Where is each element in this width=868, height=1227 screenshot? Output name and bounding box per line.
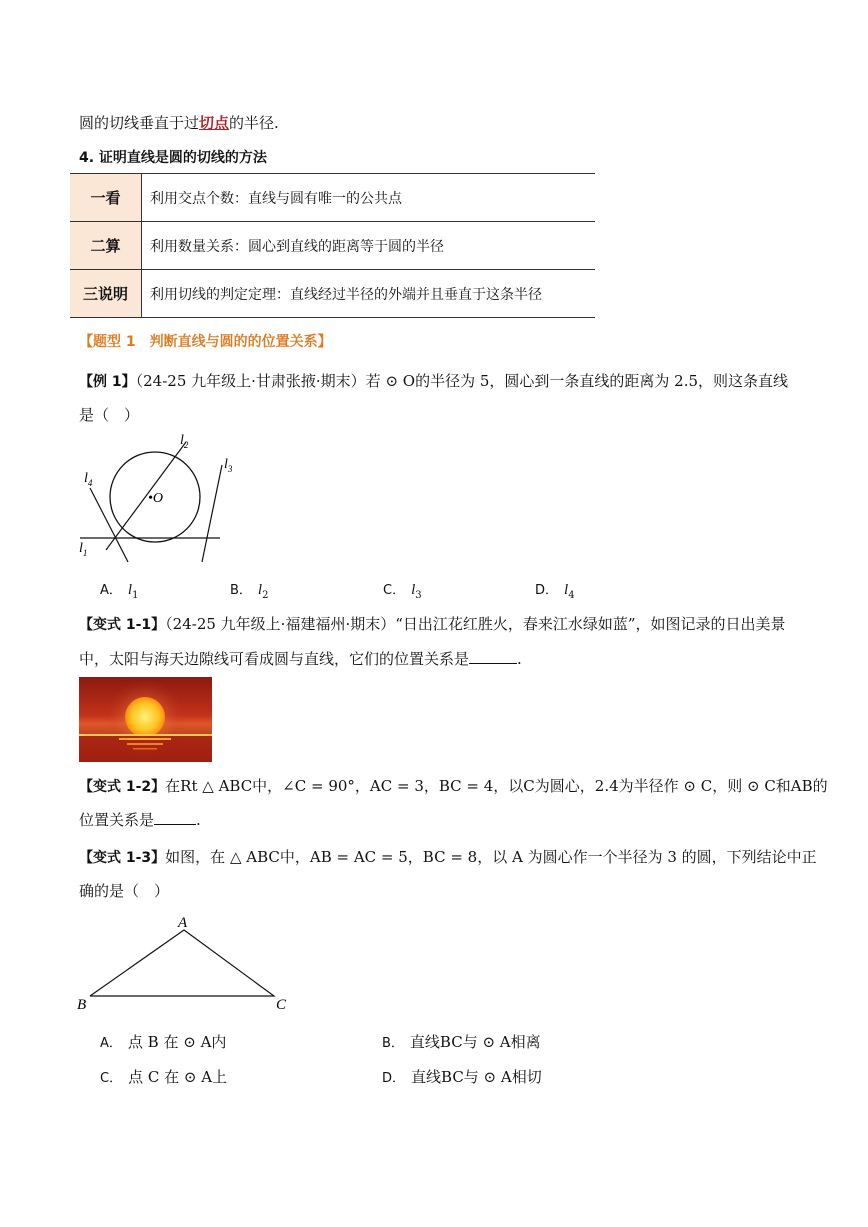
variant-1-1-line-1 bbox=[79, 613, 786, 634]
example-1-line-1 bbox=[79, 370, 788, 391]
example-1-option-a[interactable] bbox=[100, 579, 138, 601]
variant-1-3-line-2: 确的是（ ） bbox=[79, 882, 170, 900]
tangent-point-link[interactable]: 切点 bbox=[199, 114, 230, 132]
answer-blank[interactable] bbox=[469, 649, 517, 664]
option-label: B． bbox=[382, 1036, 404, 1051]
table-row-text: 利用交点个数：直线与圆有唯一的公共点 bbox=[150, 190, 402, 207]
triangle-abc bbox=[90, 930, 274, 996]
example-1-tag: 【例 1】 bbox=[79, 374, 136, 390]
table-row-text: 利用数量关系：圆心到直线的距离等于圆的半径 bbox=[150, 238, 444, 255]
example-1-line-2: 是（ ） bbox=[79, 406, 140, 424]
option-sub: 1 bbox=[132, 590, 139, 601]
intro-pre: 圆的切线垂直于过 bbox=[79, 114, 200, 132]
variant-1-2-text: 在Rt △ ABC中，∠C = 90°，AC = 3，BC = 4，以C为圆心，2.4为半径作 ⊙ C，则 ⊙ C和AB的 bbox=[165, 777, 828, 795]
table-row bbox=[70, 174, 595, 222]
option-label: D． bbox=[382, 1071, 406, 1086]
table-row-text: 利用切线的判定定理：直线经过半径的外端并且垂直于这条半径 bbox=[150, 286, 542, 303]
option-text: 直线BC与 ⊙ A相离 bbox=[409, 1033, 541, 1051]
methods-table bbox=[70, 173, 595, 318]
line-l3 bbox=[202, 465, 222, 562]
variant-1-3-tag: 【变式 1-3】 bbox=[79, 850, 166, 866]
variant-1-1-tag: 【变式 1-1】 bbox=[79, 617, 166, 633]
variant-1-3-option-d[interactable] bbox=[382, 1066, 542, 1087]
label-l4: $l_4$ bbox=[84, 471, 93, 488]
option-text: 点 C 在 ⊙ A上 bbox=[128, 1068, 228, 1086]
variant-1-2-end: . bbox=[196, 811, 201, 829]
variant-1-1-text-2: 中，太阳与海天边隙线可看成圆与直线，它们的位置关系是 bbox=[79, 650, 470, 668]
option-text: 直线BC与 ⊙ A相切 bbox=[411, 1068, 542, 1086]
line-l2 bbox=[106, 442, 186, 550]
label-l3: $l_3$ bbox=[224, 457, 233, 474]
variant-1-2-tag: 【变式 1-2】 bbox=[79, 779, 166, 795]
label-l2: $l_2$ bbox=[180, 433, 189, 450]
option-var: l bbox=[257, 582, 263, 598]
label-a: A bbox=[178, 915, 188, 931]
option-label: B． bbox=[230, 583, 252, 598]
example-1-text: （24-25 九年级上·甘肃张掖·期末）若 ⊙ O的半径为 5，圆心到一条直线的距离为 2.5，则这条直线 bbox=[135, 372, 789, 390]
variant-1-2-line-1 bbox=[79, 775, 828, 796]
variant-1-2-line-2 bbox=[79, 809, 201, 830]
variant-1-3-option-b[interactable] bbox=[382, 1031, 541, 1052]
option-label: C． bbox=[100, 1071, 123, 1086]
table-row-head: 一看 bbox=[70, 174, 142, 221]
variant-1-1-line-2 bbox=[79, 648, 522, 669]
option-sub: 3 bbox=[415, 590, 422, 601]
variant-1-3-option-a[interactable] bbox=[100, 1031, 226, 1052]
circle-lines-figure bbox=[76, 432, 251, 572]
option-var: l bbox=[564, 582, 569, 598]
option-label: C． bbox=[383, 583, 406, 598]
variant-1-3-line-1 bbox=[79, 846, 817, 867]
variant-1-3-option-c[interactable] bbox=[100, 1066, 227, 1087]
example-1-option-d[interactable] bbox=[535, 579, 575, 601]
answer-blank[interactable] bbox=[154, 810, 196, 825]
label-center-o: •O bbox=[148, 491, 164, 506]
line-l4 bbox=[90, 488, 128, 562]
table-row bbox=[70, 270, 595, 318]
variant-1-2-text-2: 位置关系是 bbox=[79, 811, 155, 829]
table-row bbox=[70, 222, 595, 270]
option-text: 点 B 在 ⊙ A内 bbox=[127, 1033, 227, 1051]
sunrise-photo bbox=[79, 677, 212, 762]
intro-line bbox=[79, 112, 279, 133]
question-type-1-title: 【题型 1 判断直线与圆的的位置关系】 bbox=[79, 334, 332, 350]
option-label: D． bbox=[535, 583, 559, 598]
example-1-option-c[interactable] bbox=[383, 579, 422, 601]
variant-1-1-end: . bbox=[517, 650, 522, 668]
variant-1-3-text: 如图，在 △ ABC中，AB = AC = 5，BC = 8，以 A 为圆心作一个半径为 3 的圆，下列结论中正 bbox=[165, 848, 817, 866]
section-4-title: 4. 证明直线是圆的切线的方法 bbox=[79, 150, 267, 166]
label-l1: $l_1$ bbox=[79, 541, 88, 558]
variant-1-1-text: （24-25 九年级上·福建福州·期末）“日出江花红胜火，春来江水绿如蓝”，如图记录的日出美景 bbox=[165, 615, 786, 633]
intro-post: 的半径. bbox=[229, 114, 279, 132]
table-row-head: 二算 bbox=[70, 222, 142, 269]
option-label: A． bbox=[100, 1036, 122, 1051]
example-1-option-b[interactable] bbox=[230, 579, 268, 601]
option-var: l bbox=[411, 582, 416, 598]
option-sub: 4 bbox=[568, 590, 575, 601]
option-label: A． bbox=[100, 583, 122, 598]
triangle-abc-figure bbox=[74, 912, 304, 1012]
table-row-head: 三说明 bbox=[70, 270, 142, 317]
option-sub: 2 bbox=[262, 590, 269, 601]
label-c: C bbox=[276, 997, 287, 1012]
option-var: l bbox=[127, 582, 133, 598]
label-b: B bbox=[77, 997, 87, 1012]
